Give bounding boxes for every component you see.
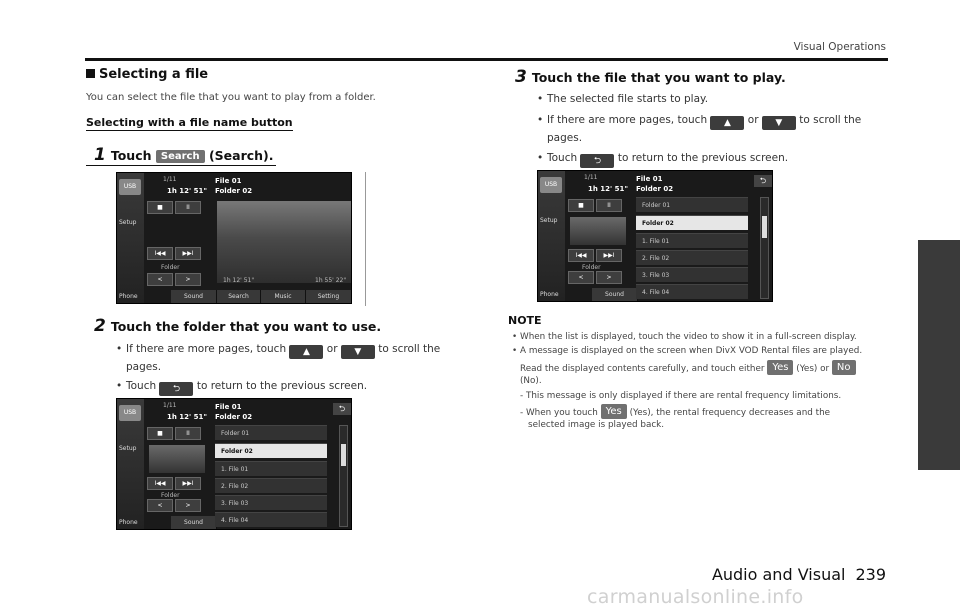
pause-button: II (175, 201, 201, 214)
video-area (217, 201, 351, 283)
step-3-bullet-3: • Touch ⮌ to return to the previous screen. (537, 152, 789, 166)
screen-sidebar (117, 173, 144, 303)
footer-section: Audio and Visual (711, 565, 846, 584)
phone-label: Phone (119, 293, 138, 300)
step-3-bullet-2: • If there are more pages, touch ▲ or ▼ to scroll the pages. (537, 114, 862, 144)
list-item: Folder 01 (215, 425, 327, 440)
header-rule (85, 58, 888, 61)
list-item-selected: Folder 02 (636, 215, 748, 230)
step-1: 1 Touch Search (Search). (94, 145, 274, 165)
back-icon: ⮌ (333, 403, 351, 415)
playback-screenshot: USB Setup Phone 1/11 1h 12' 51" File 01 Folder 02 ■ II I◀◀ ▶▶I Folder < > 1h 12' 51" 1h 55' 22" Sound Search Music Setting (116, 172, 352, 304)
up-arrow-icon: ▲ (289, 345, 323, 359)
stop-button: ■ (147, 201, 173, 214)
back-icon: ⮌ (580, 154, 614, 168)
back-icon: ⮌ (754, 175, 772, 187)
yes-button: Yes (767, 360, 793, 375)
note-line-1: • When the list is displayed, touch the video to show it in a full-screen display. (512, 332, 857, 342)
note-line-3: Read the displayed contents carefully, and touch either Yes (Yes) or No (520, 360, 856, 376)
step-1-underline (86, 165, 276, 166)
step-3: 3 Touch the file that you want to play. (515, 67, 786, 87)
divider (365, 172, 366, 306)
chapter-tab (918, 240, 960, 470)
list-item-selected: Folder 02 (215, 443, 327, 458)
page-number: 239 (855, 565, 886, 584)
down-arrow-icon: ▼ (762, 116, 796, 130)
no-button: No (832, 360, 856, 375)
scrollbar (760, 197, 769, 299)
note-line-7: selected image is played back. (528, 420, 665, 430)
usb-icon: USB (540, 177, 562, 193)
video-thumbnail (570, 217, 626, 245)
file-list-screenshot: USB Setup Phone 1/11 1h 12' 51" File 01 Folder 02 ■ II I◀◀ ▶▶I Folder < > Sound ⮌ Folder 01 Folder 02 1. File 01 2. File 02 3. File 03 4. File 04 (537, 170, 773, 302)
page-footer (712, 565, 886, 584)
step-3-bullet-1: • The selected file starts to play. (537, 93, 709, 105)
usb-icon: USB (119, 405, 141, 421)
watermark: carmanualsonline.info (587, 586, 804, 608)
next-button: ▶▶I (175, 247, 201, 260)
video-thumbnail (149, 445, 205, 473)
yes-button: Yes (601, 404, 627, 419)
down-arrow-icon: ▼ (341, 345, 375, 359)
usb-icon: USB (119, 179, 141, 195)
search-button: Search (156, 150, 205, 163)
note-line-2: • A message is displayed on the screen when DivX VOD Rental files are played. (512, 346, 863, 356)
section-title: Selecting a file (86, 67, 208, 82)
header-title: Visual Operations (793, 41, 886, 53)
list-item: 3. File 03 (215, 495, 327, 510)
prev-button: I◀◀ (147, 247, 173, 260)
section-intro: You can select the file that you want to play from a folder. (86, 92, 376, 103)
setup-label: Setup (119, 219, 137, 226)
list-item: Folder 01 (636, 197, 748, 212)
list-item: 3. File 03 (636, 267, 748, 282)
note-line-5: - This message is only displayed if there are rental frequency limitations. (520, 391, 842, 401)
step-2-bullet-1: • If there are more pages, touch ▲ or ▼ to scroll the pages. (116, 343, 441, 373)
list-item: 1. File 01 (215, 461, 327, 476)
note-line-6: - When you touch Yes (Yes), the rental frequency decreases and the (520, 406, 831, 418)
list-item: 1. File 01 (636, 233, 748, 248)
step-2-bullet-2: • Touch ⮌ to return to the previous screen. (116, 380, 368, 394)
note-title: NOTE (508, 314, 542, 327)
back-icon: ⮌ (159, 382, 193, 396)
square-bullet-icon (86, 69, 95, 78)
list-item: 4. File 04 (215, 512, 327, 527)
list-item: 2. File 02 (215, 478, 327, 493)
folder-list-screenshot: USB Setup Phone 1/11 1h 12' 51" File 01 Folder 02 ■ II I◀◀ ▶▶I Folder < > Sound ⮌ Folder 01 Folder 02 1. File 01 2. File 02 3. File 03 4. File 04 (116, 398, 352, 530)
subsection-title: Selecting with a file name button (86, 116, 293, 129)
list-item: 4. File 04 (636, 284, 748, 299)
list-item: 2. File 02 (636, 250, 748, 265)
scrollbar (339, 425, 348, 527)
step-2: 2 Touch the folder that you want to use. (94, 316, 382, 336)
note-line-4: (No). (520, 376, 542, 386)
up-arrow-icon: ▲ (710, 116, 744, 130)
